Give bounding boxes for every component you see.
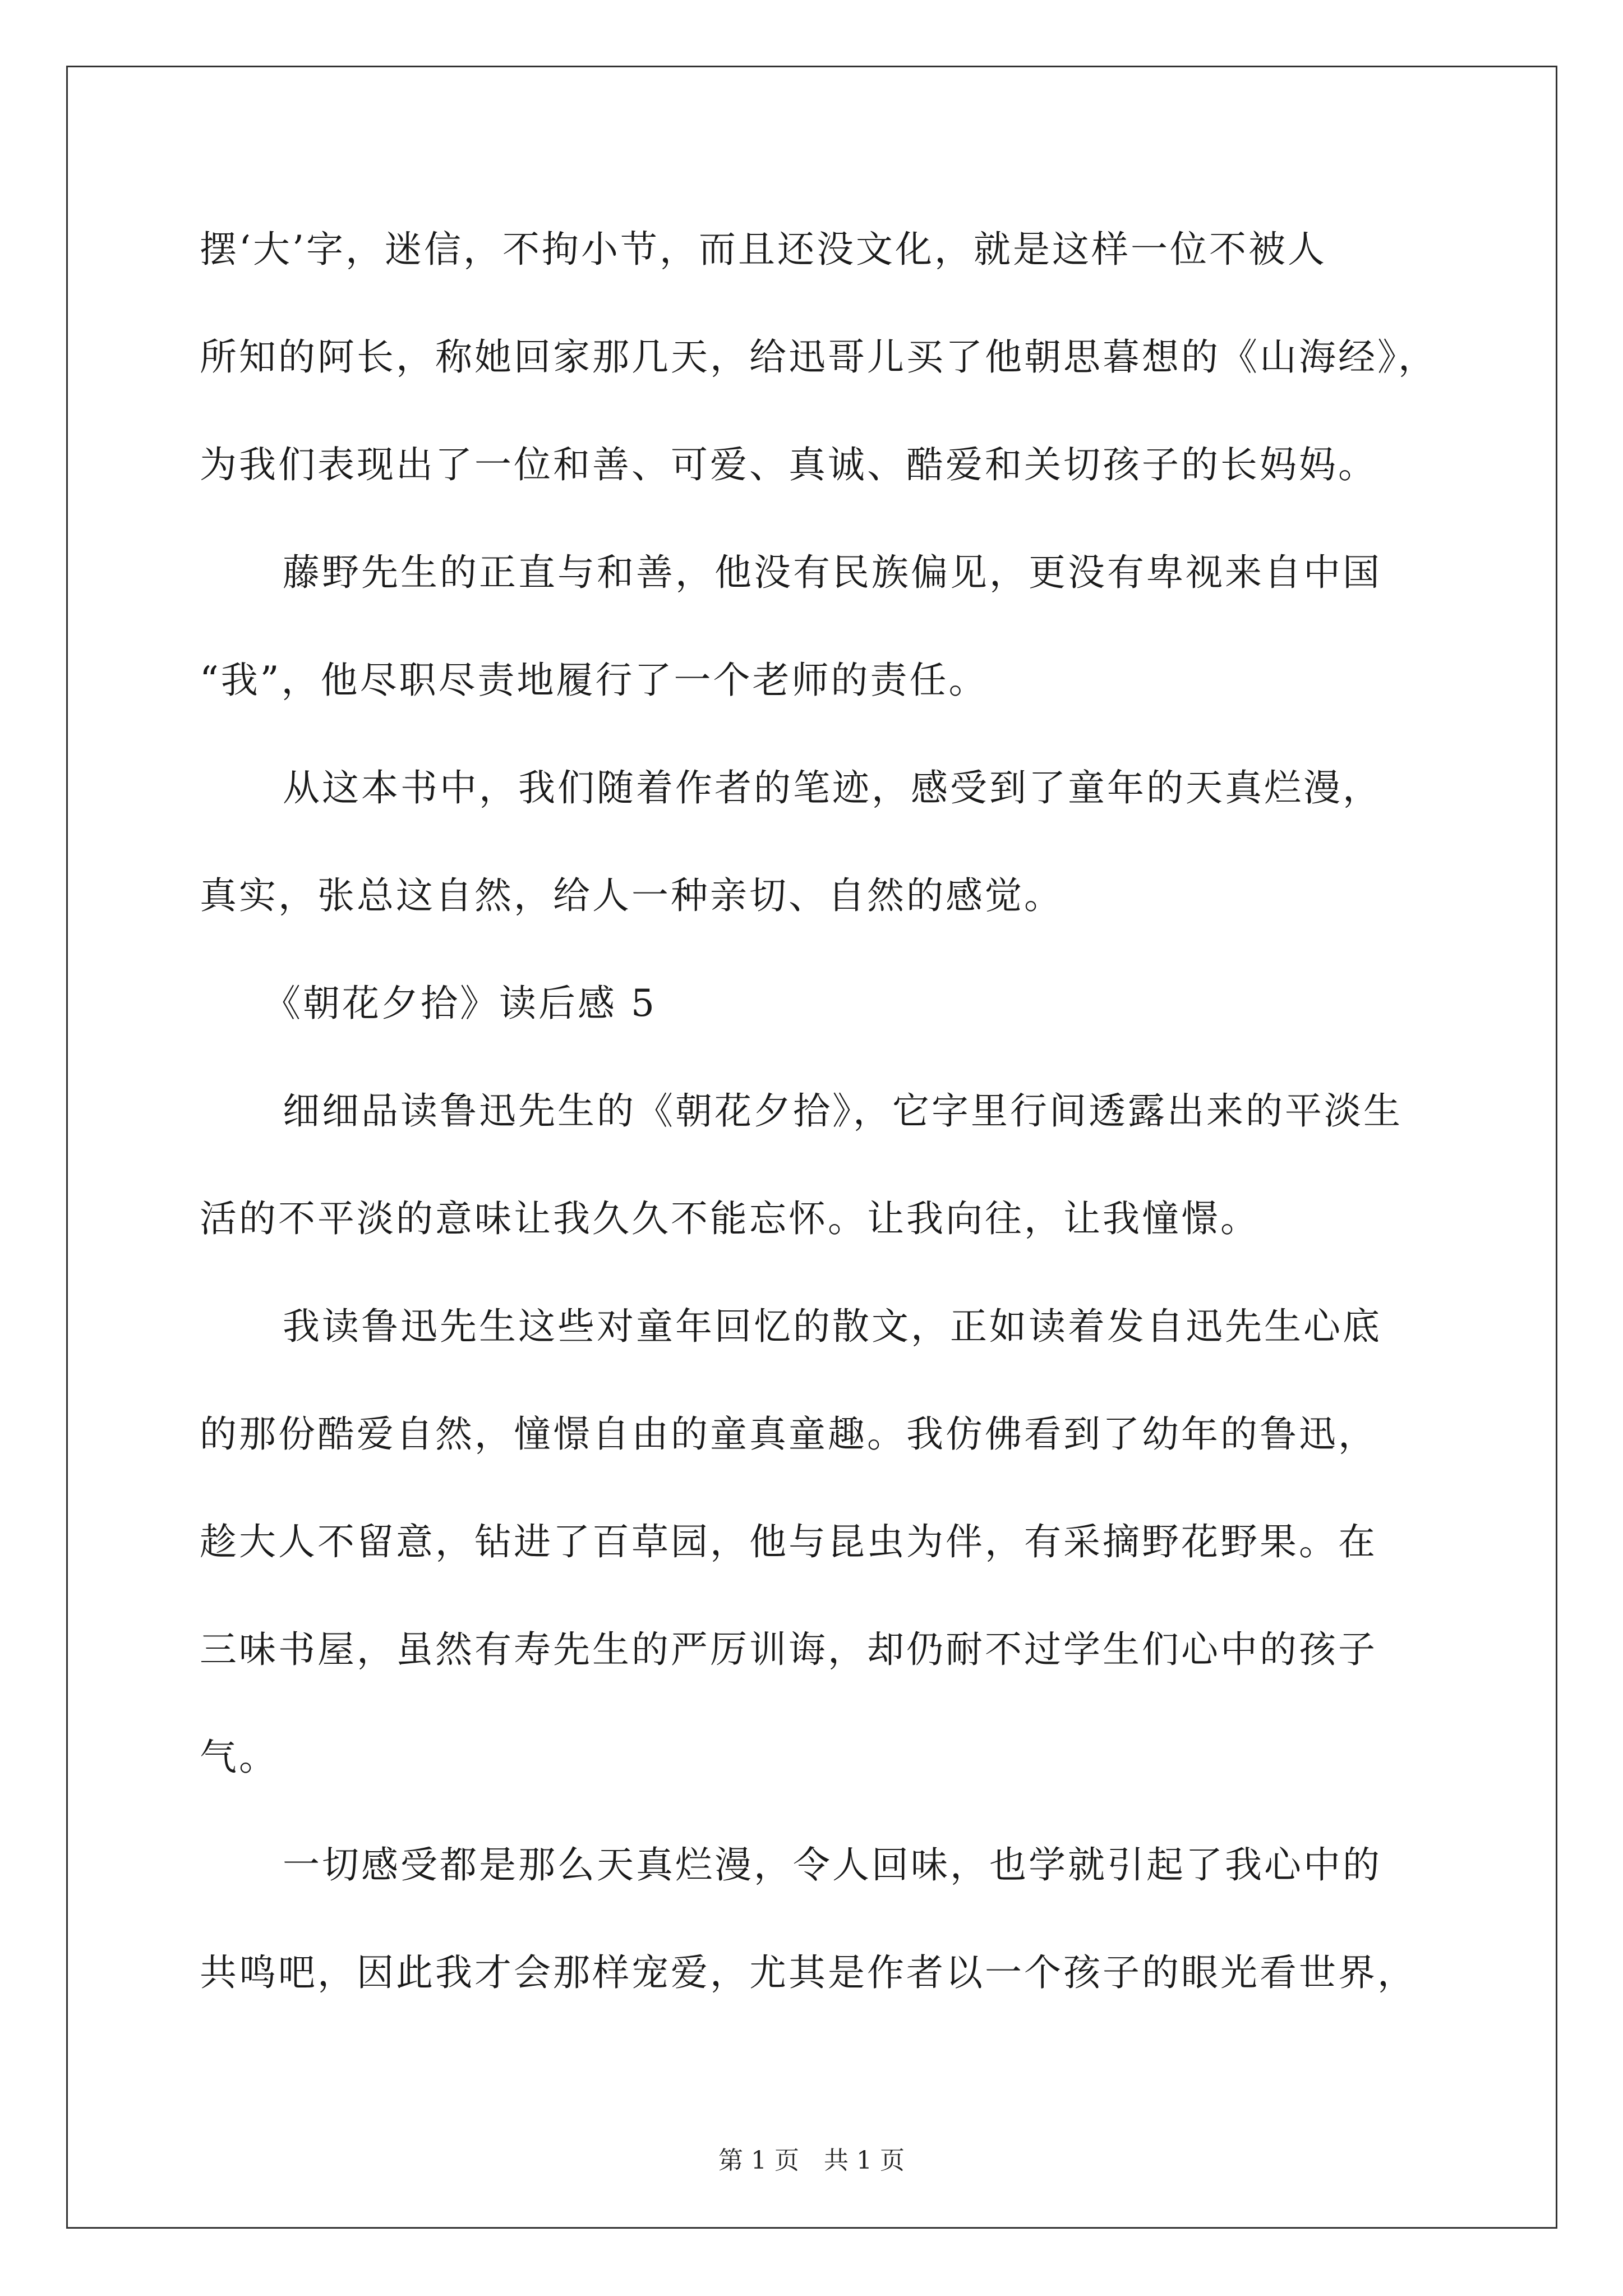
text-line: 三味书屋，虽然有寿先生的严厉训诲，却仍耐不过学生们心中的孩子 [200,1628,1377,1671]
page-border [66,66,1557,2229]
text-line: 摆‘大’字，迷信，不拘小节，而且还没文化，就是这样一位不被人 [200,228,1327,271]
text-line: 活的不平淡的意味让我久久不能忘怀。让我向往，让我憧憬。 [200,1197,1260,1240]
paragraph-start: 从这本书中，我们随着作者的笔迹，感受到了童年的天真烂漫， [283,766,1382,809]
paragraph-start: 藤野先生的正直与和善，他没有民族偏见，更没有卑视来自中国 [283,551,1382,594]
section-heading: 《朝花夕拾》读后感 5 [264,982,657,1025]
text-line: 为我们表现出了一位和善、可爱、真诚、酷爱和关切孩子的长妈妈。 [200,443,1377,486]
text-line: 的那份酷爱自然，憧憬自由的童真童趣。我仿佛看到了幼年的鲁迅， [200,1412,1377,1456]
text-line: 趁大人不留意，钻进了百草园，他与昆虫为伴，有采摘野花野果。在 [200,1520,1377,1563]
paragraph-start: 我读鲁迅先生这些对童年回忆的散文，正如读着发自迅先生心底 [283,1305,1382,1348]
paragraph-start: 细细品读鲁迅先生的《朝花夕拾》，它字里行间透露出来的平淡生 [283,1089,1403,1133]
text-line: 真实，张总这自然，给人一种亲切、自然的感觉。 [200,874,1063,917]
page-number-footer: 第 1 页 共 1 页 [718,2146,905,2175]
text-line: 气。 [200,1736,278,1779]
text-line: 所知的阿长，称她回家那几天，给迅哥儿买了他朝思暮想的《山海经》， [200,335,1437,379]
text-line: 共鸣吧，因此我才会那样宠爱，尤其是作者以一个孩子的眼光看世界， [200,1951,1417,1994]
text-line: “我”，他尽职尽责地履行了一个老师的责任。 [200,659,988,702]
paragraph-start: 一切感受都是那么天真烂漫，令人回味，也学就引起了我心中的 [283,1843,1382,1887]
